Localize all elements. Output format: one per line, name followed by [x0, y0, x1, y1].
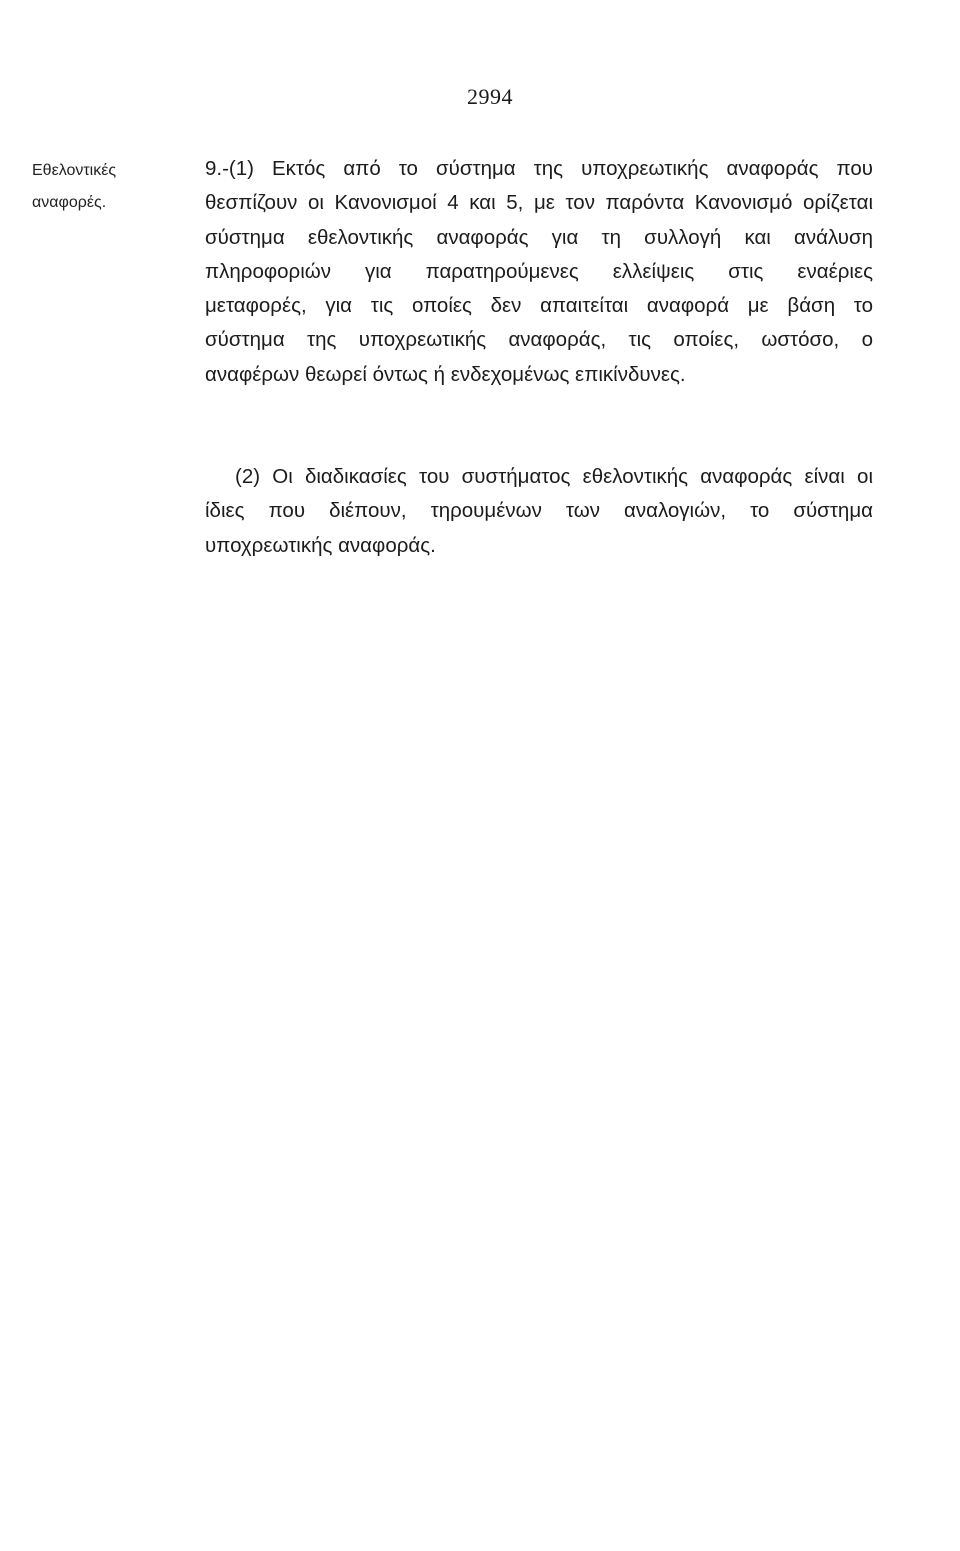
- paragraph-line: (2) Οι διαδικασίες του συστήματος εθελοντικής αναφοράς είναι οι: [235, 465, 873, 488]
- margin-note-line: αναφορές.: [32, 194, 107, 211]
- paragraph-line: πληροφοριών για παρατηρούμενες ελλείψεις στις εναέριες: [205, 259, 873, 283]
- page-number: 2994: [467, 84, 513, 109]
- paragraph-line: υποχρεωτικής αναφοράς.: [205, 533, 436, 557]
- margin-note-line: Εθελοντικές: [32, 162, 117, 179]
- paragraph-line: 9.-(1) Εκτός από το σύστημα της υποχρεωτικής αναφοράς που: [205, 157, 873, 180]
- paragraph-1: [205, 152, 873, 392]
- paragraph-line: ίδιες που διέπουν, τηρουμένων των αναλογιών, το σύστημα: [205, 499, 873, 523]
- paragraph-line: σύστημα εθελοντικής αναφοράς για τη συλλογή και ανάλυση: [205, 225, 873, 249]
- paragraph-line: σύστημα της υποχρεωτικής αναφοράς, τις οποίες, ωστόσο, ο: [205, 328, 873, 352]
- margin-note: [32, 155, 162, 219]
- paragraph-line: μεταφορές, για τις οποίες δεν απαιτείται αναφορά με βάση το: [205, 294, 873, 318]
- paragraph-line: θεσπίζουν οι Κανονισμοί 4 και 5, με τον παρόντα Κανονισμό ορίζεται: [205, 191, 873, 215]
- paragraph-2: [205, 460, 873, 563]
- paragraph-line: αναφέρων θεωρεί όντως ή ενδεχομένως επικίνδυνες.: [205, 362, 686, 386]
